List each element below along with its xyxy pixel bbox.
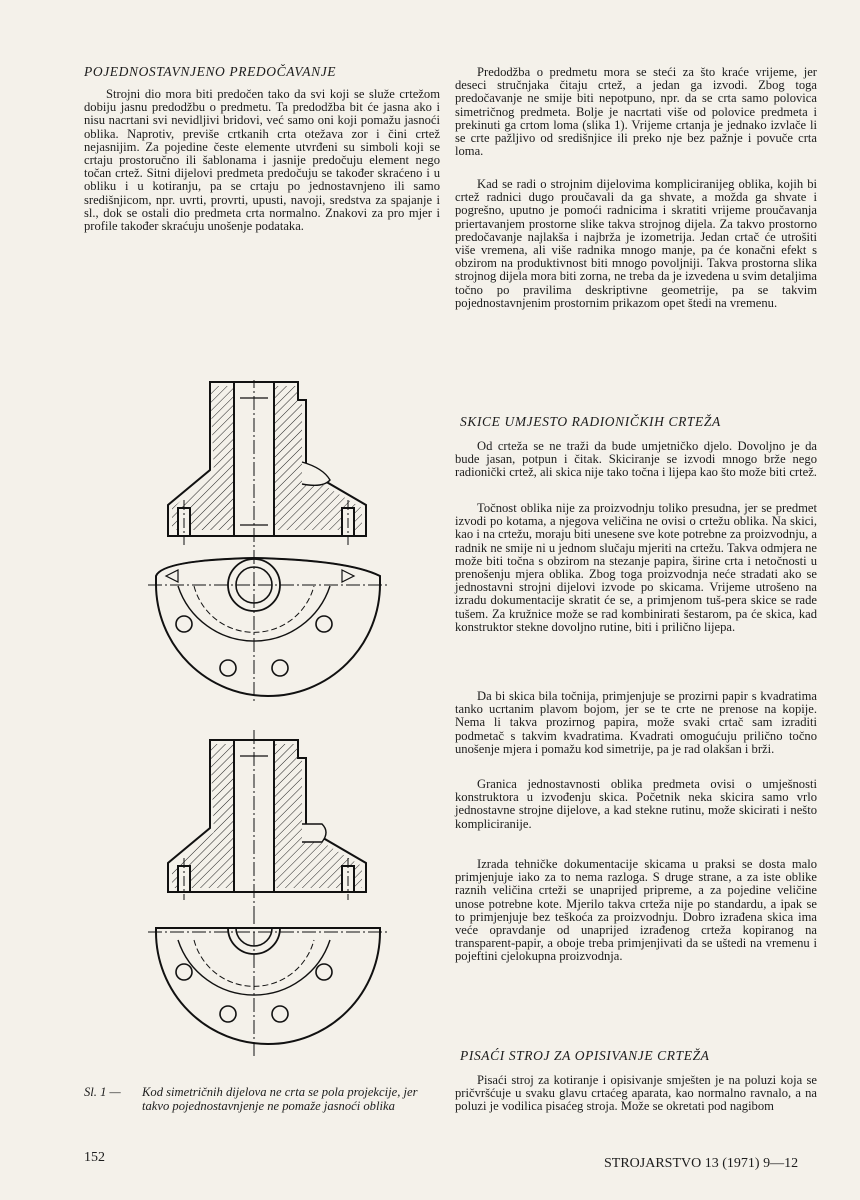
paragraph-sketches-1: Od crteža se ne traži da bude umjetničko djelo. Dovoljno je da bude jasan, potpun i čitak. Skiciranje se izvodi mnogo brže nego radionički crtež, ali skica nije tako točna i lijepa kao što može biti crtež. bbox=[455, 439, 817, 480]
section-heading-typewriter: PISAĆI STROJ ZA OPISIVANJE CRTEŽA bbox=[460, 1048, 710, 1063]
page-number: 152 bbox=[84, 1150, 105, 1165]
paragraph-sketches-4: Granica jednostavnosti oblika predmeta ovisi o umješnosti konstruktora u izvođenju skica. Početnik neka skicira samo vrlo jednostavne strojne dijelove, a kad stekne rutinu, može skicirati i nešto kompliciranije. bbox=[455, 777, 817, 831]
section-view-bottom bbox=[168, 730, 366, 910]
caption-text: Kod simetričnih dijelova ne crta se pola projekcije, jer takvo pojednostavnjenje ne pomaže jasnoći oblika bbox=[142, 1085, 418, 1113]
plan-view-top bbox=[148, 550, 388, 704]
journal-reference: STROJARSTVO 13 (1971) 9—12 bbox=[604, 1156, 799, 1171]
paragraph-sketches-5: Izrada tehničke dokumentacije skicama u praksi se dosta malo primjenjuje iako za to nema razloga. S druge strane, a za iste oblike raznih veličina crteži se unaprijed pripreme, a za pojedine veličine unose potrebne kote. Mjerilo takva crteža nije po standardu, a ipak se to primjenjuje bez teškoća za proizvodnju. Dobro izrađena skica ima veće opravdanje od unaprijed izrađenog crteža kopiranog na transparent-papir, a oboje treba primjenjivati da se uštedi na vremenu i pojeftini cjelokupna proizvodnja. bbox=[455, 857, 817, 964]
section-heading-sketches: SKICE UMJESTO RADIONIČKIH CRTEŽA bbox=[460, 414, 721, 429]
section-view-top bbox=[168, 380, 366, 550]
paragraph-sketches-3: Da bi skica bila točnija, primjenjuje se prozirni papir s kvadratima tanko ucrtanim plavom bojom, jer se te crte ne prenose na kopije. Nema li takva prozirnog papira, može svaki crtač sam izraditi podmetač s takvim kvadratima. Kvadrati omogućuju prilično točno unošenje mjera i pomažu kod simetrije, pa je rad olakšan i brži. bbox=[455, 689, 817, 756]
paragraph-intro-2: Kad se radi o strojnim dijelovima kompliciranijeg oblika, kojih bi crtež radnici dugo proučavali da ga shvate, a možda ga shvate i pogrešno, uputno je pomoći radnicima i skratiti vrijeme proučavanja priertavanjem prostorne slike takva strojnog dijela. Za takvo prostorno predočavanje najlakša i najbrža je izometrija. Jedan crtač će utrošiti više vremena, ali više radnika mnogo manje, pa će konačni efekt s obzirom na produktivnost biti mnogo povoljniji. Takva prostorna slika strojnog dijela mora biti zorna, ne treba da je izvedena u svim detaljima točno po pravilima deskriptivne geometrije, pa se takvim pojednostavnjenim prostornim prikazom opet štedi na vremenu. bbox=[455, 177, 817, 310]
figure-1-drawing bbox=[148, 380, 438, 1080]
paragraph-intro-1: Predodžba o predmetu mora se steći za što kraće vrijeme, jer deseci stručnjaka čitaju crtež, a jedan ga izvodi. Zbog toga predočavanje ne smije biti nepotpuno, npr. da se crta samo polovica simetričnog predmeta. Bolje je nacrtati više od polovice predmeta i prekinuti ga crtom loma (slika 1). Vrijeme crtanja je jednako izvlače li se crte pažljivo od središnjice ili preko nje bez pažnje i povuče crta loma. bbox=[455, 65, 817, 159]
figure-caption bbox=[84, 1086, 440, 1113]
paragraph-typewriter: Pisaći stroj za kotiranje i opisivanje smješten je na poluzi koja se pričvršćuje u svaku glavu crtaćeg aparata, kao normalno ravnalo, a na poluzi je vodilica pisaćeg stroja. Može se okretati pod nagibom bbox=[455, 1073, 817, 1114]
section-heading-simplified: POJEDNOSTAVNJENO PREDOČAVANJE bbox=[84, 64, 337, 79]
plan-view-bottom bbox=[148, 910, 388, 1056]
paragraph-sketches-2: Točnost oblika nije za proizvodnju toliko presudna, jer se predmet izvodi po kotama, a njegova veličina ne ovisi o crtežu oblika. Na skici, kao i na crtežu, moraju biti unesene sve kote potrebne za proizvodnju, a radnik ne smije ni u jednom slučaju mjeriti na crtežu. Takva odmjera ne može biti točna s obzirom na stezanje papira, širine crta i netočnosti u prenošenju mjera oblika. Zbog toga proizvodnja neće stradati ako se jednostavni strojni dijelovi izvode po skicama. Vrijeme utrošeno na izradu dokumentacije skratit će se, a primjenom tuš-pera skice se rade tušem. Za kružnice može se rad kombinirati šestarom, pa će skica, kad konstruktor stekne dovoljno rutine, biti i prilično lijepa. bbox=[455, 501, 817, 634]
caption-label: Sl. 1 — bbox=[84, 1085, 121, 1099]
paragraph-simplified: Strojni dio mora biti predočen tako da svi koji se služe crtežom dobiju jasnu predodžbu o predmetu. Ta predodžba bit će jasna ako i nisu nacrtani svi nevidljivi bridovi, već samo oni koji pomažu jasnoći oblika. Naprotiv, previše crtkanih crta otežava zor i čini crtež nejasnijim. Za pojedine česte elemente utvrđeni su simboli koji se crtaju prostoručno ili šablonama i jasnije predočuju element nego točan crtež. Sitni dijelovi predmeta predočuju se također skraćeno i u obliku i u kotiranju, pa se crtaju po jednostavnjeno ili samo središnjicom, npr. uvrti, provrti, upusti, navoji, sredstva za spajanje i sl., dok se ostali dio predmeta crta normalno. Znakovi za pro mjer i profile također skraćuju unošenje podataka. bbox=[84, 87, 440, 234]
